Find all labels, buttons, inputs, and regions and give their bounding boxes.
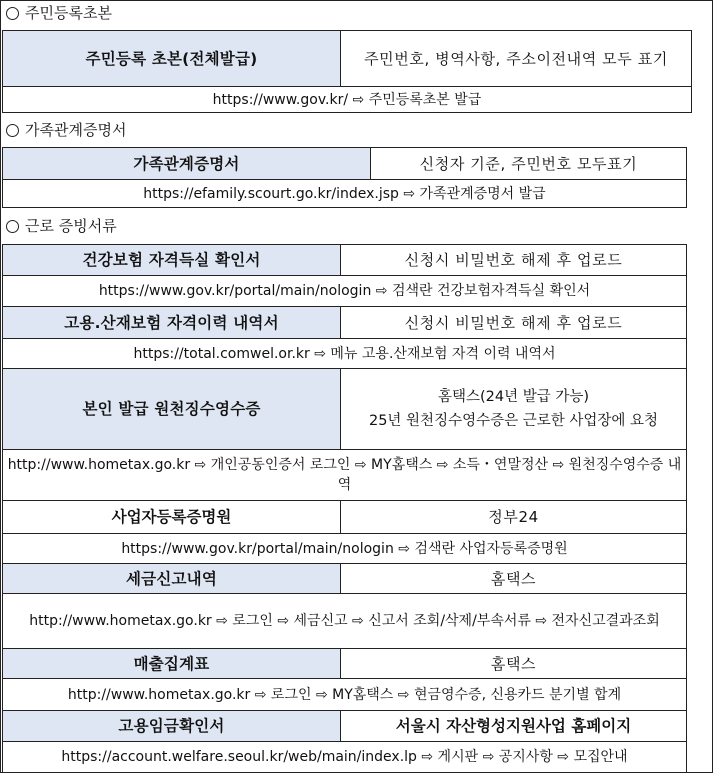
section-heading-resident-abstract: 주민등록초본 <box>6 3 112 23</box>
value-business-registration: 정부24 <box>340 500 687 534</box>
url-family-relation[interactable]: https://efamily.scourt.go.kr/index.jsp ⇨ 가족관계증명서 발급 <box>2 179 687 208</box>
url-withholding-receipt[interactable]: http://www.hometax.go.kr ⇨ 개인공동인증서 로그인 ⇨ MY홈택스 ⇨ 소득・연말정산 ⇨ 원천징수영수증 내역 <box>2 449 687 501</box>
circle-bullet-icon <box>6 220 19 233</box>
section-heading-family-relation: 가족관계증명서 <box>6 120 126 140</box>
url-health-insurance[interactable]: https://www.gov.kr/portal/main/nologin ⇨ 검색란 건강보험자격득실 확인서 <box>2 275 687 307</box>
circle-bullet-icon <box>6 7 19 20</box>
label-tax-report: 세금신고내역 <box>2 563 341 594</box>
label-family-relation: 가족관계증명서 <box>2 147 371 180</box>
value-tax-report: 홈택스 <box>340 563 687 594</box>
value-family-relation: 신청자 기준, 주민번호 모두표기 <box>370 147 687 180</box>
label-resident-abstract: 주민등록 초본(전체발급) <box>2 30 341 87</box>
value-health-insurance: 신청시 비밀번호 해제 후 업로드 <box>340 244 687 276</box>
label-employment-insurance: 고용.산재보험 자격이력 내역서 <box>2 306 341 339</box>
label-health-insurance: 건강보험 자격득실 확인서 <box>2 244 341 276</box>
url-resident-abstract[interactable]: https://www.gov.kr/ ⇨ 주민등록초본 발급 <box>2 86 692 113</box>
section-heading-work-proof: 근로 증빙서류 <box>6 216 117 236</box>
circle-bullet-icon <box>6 124 19 137</box>
value-employment-wage: 서울시 자산형성지원사업 홈페이지 <box>340 710 687 742</box>
label-withholding-receipt: 본인 발급 원천징수영수증 <box>2 368 341 450</box>
value-employment-insurance: 신청시 비밀번호 해제 후 업로드 <box>340 306 687 339</box>
url-employment-wage[interactable]: https://account.welfare.seoul.kr/web/main/index.lp ⇨ 게시판 ⇨ 공지사항 ⇨ 모집안내 <box>2 741 687 773</box>
url-sales-summary[interactable]: http://www.hometax.go.kr ⇨ 로그인 ⇨ MY홈택스 ⇨ 현금영수증, 신용카드 분기별 합계 <box>2 678 687 711</box>
label-sales-summary: 매출집계표 <box>2 648 341 679</box>
url-tax-report[interactable]: http://www.hometax.go.kr ⇨ 로그인 ⇨ 세금신고 ⇨ 신고서 조회/삭제/부속서류 ⇨ 전자신고결과조회 <box>2 593 687 649</box>
value-withholding-receipt: 홈택스(24년 발급 가능) 25년 원천징수영수증은 근로한 사업장에 요청 <box>340 368 687 450</box>
value-sales-summary: 홈택스 <box>340 648 687 679</box>
label-business-registration: 사업자등록증명원 <box>2 500 341 534</box>
value-resident-abstract: 주민번호, 병역사항, 주소이전내역 모두 표기 <box>340 30 692 87</box>
url-employment-insurance[interactable]: https://total.comwel.or.kr ⇨ 메뉴 고용.산재보험 자격 이력 내역서 <box>2 338 687 369</box>
label-employment-wage: 고용임금확인서 <box>2 710 341 742</box>
url-business-registration[interactable]: https://www.gov.kr/portal/main/nologin ⇨ 검색란 사업자등록증명원 <box>2 533 687 564</box>
